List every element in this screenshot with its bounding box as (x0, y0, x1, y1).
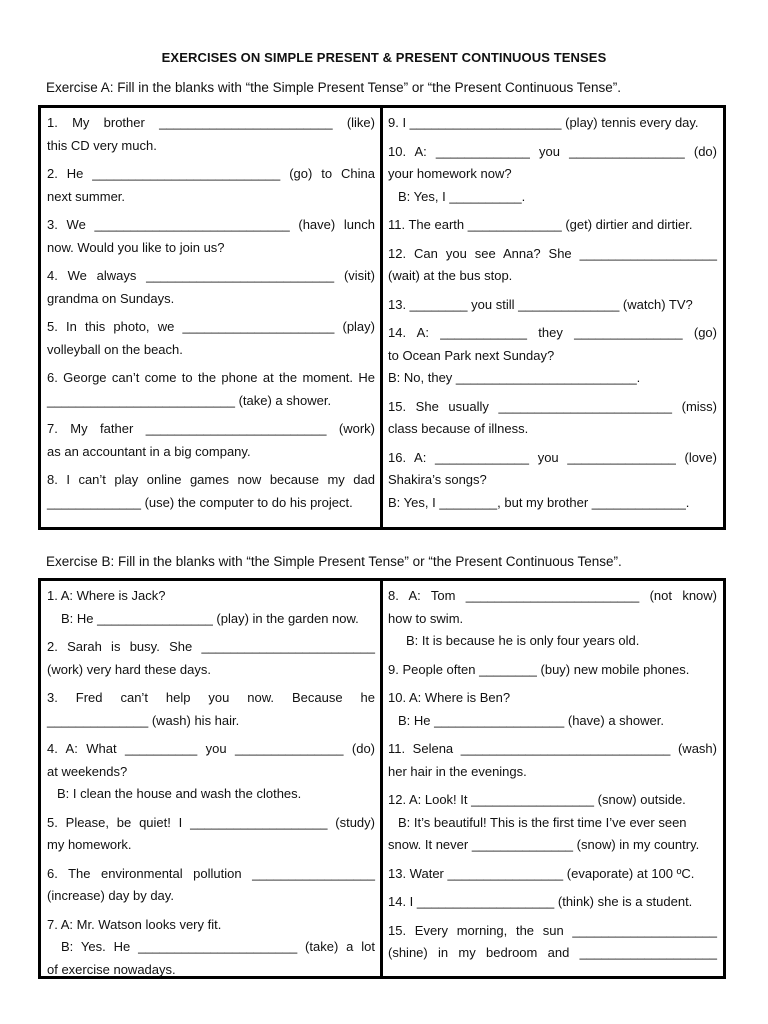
question-line: as an accountant in a big company. (47, 443, 251, 459)
question-line: B: He ________________ (play) in the garden now. (61, 610, 359, 626)
question-line: 4. We always __________________________ (visit) (47, 268, 375, 283)
question-a11 (388, 214, 717, 237)
question-line: B: No, they _________________________. (388, 370, 641, 385)
question-line: B: Yes, I ________, but my brother _____________. (388, 494, 690, 510)
question-line: B: He __________________ (have) a shower. (398, 712, 664, 728)
question-line: of exercise nowadays. (47, 961, 176, 977)
question-line: 8. I can’t play online games now because my dad (47, 472, 375, 487)
exercise-b-box (38, 578, 726, 979)
question-line: 4. A: What __________ you _______________ (do) (47, 741, 375, 756)
question-b3 (47, 687, 375, 732)
question-line: 13. Water ________________ (evaporate) at 100 ºC. (388, 865, 695, 881)
question-line: now. Would you like to join us? (47, 239, 225, 255)
question-b9 (388, 659, 717, 682)
question-b10 (388, 687, 717, 732)
question-line: (work) very hard these days. (47, 661, 212, 677)
question-line: 9. I _____________________ (play) tennis every day. (388, 115, 699, 130)
exercise-a-left-column (41, 108, 383, 527)
question-b4 (47, 738, 375, 806)
question-line: 1. A: Where is Jack? (47, 588, 166, 603)
question-a9 (388, 112, 717, 135)
question-line: (wait) at the bus stop. (388, 268, 513, 283)
question-line: 3. We ___________________________ (have) lunch (47, 217, 375, 232)
question-line: 5. Please, be quiet! I ___________________ (study) (47, 814, 375, 830)
page-title: EXERCISES ON SIMPLE PRESENT & PRESENT CONTINUOUS TENSES (161, 50, 607, 65)
exercise-a-box (38, 105, 726, 530)
question-line: B: It’s beautiful! This is the first time I’ve ever seen (398, 814, 687, 830)
question-a10 (388, 141, 717, 209)
exercise-b-right-column (383, 581, 723, 976)
question-line: 13. ________ you still ______________ (watch) TV? (388, 296, 693, 312)
question-line: volleyball on the beach. (47, 341, 183, 357)
exercise-a-right-column (383, 108, 723, 527)
exercise-b-instruction: Exercise B: Fill in the blanks with “the Simple Present Tense” or “the Present Continuous Tense”. (46, 554, 622, 569)
question-line: 6. The environmental pollution _________________ (47, 865, 375, 881)
question-line: how to swim. (388, 610, 464, 626)
question-line: 14. A: ____________ they _______________ (go) (388, 325, 717, 340)
question-line: your homework now? (388, 166, 512, 181)
question-a12 (388, 243, 717, 288)
question-line: snow. It never ______________ (snow) in my country. (388, 837, 700, 852)
question-a1 (47, 112, 375, 157)
question-b7 (47, 914, 375, 982)
question-line: grandma on Sundays. (47, 290, 175, 306)
question-line: 1. My brother ________________________ (like) (47, 115, 375, 130)
question-b14 (388, 891, 717, 914)
question-line: B: Yes. He ______________________ (take) a lot (61, 939, 375, 954)
question-line: 15. She usually ________________________ (miss) (388, 398, 717, 414)
question-a7 (47, 418, 375, 463)
question-b8 (388, 585, 717, 653)
question-line: this CD very much. (47, 137, 157, 153)
question-line: (shine) in my bedroom and ___________________ (388, 945, 717, 960)
question-line: 16. A: _____________ you _______________ (love) (388, 449, 717, 465)
question-line: 7. My father _________________________ (work) (47, 421, 375, 436)
question-line: class because of illness. (388, 421, 529, 436)
question-b15 (388, 920, 717, 965)
exercise-b-left-column (41, 581, 383, 976)
question-line: 5. In this photo, we _____________________ (play) (47, 319, 375, 334)
question-b13 (388, 863, 717, 886)
question-line: (increase) day by day. (47, 888, 174, 903)
question-line: her hair in the evenings. (388, 763, 527, 779)
question-line: 7. A: Mr. Watson looks very fit. (47, 916, 222, 932)
question-b6 (47, 863, 375, 908)
question-line: B: Yes, I __________. (398, 188, 526, 204)
question-a8 (47, 469, 375, 514)
question-line: 8. A: Tom ________________________ (not know) (388, 588, 717, 603)
question-a16 (388, 447, 717, 515)
question-line: 10. A: _____________ you ________________ (do) (388, 143, 717, 159)
question-a5 (47, 316, 375, 361)
question-line: my homework. (47, 837, 132, 852)
question-line: 9. People often ________ (buy) new mobile phones. (388, 661, 690, 677)
question-line: 15. Every morning, the sun ____________________ (388, 922, 717, 938)
question-b12 (388, 789, 717, 857)
question-line: at weekends? (47, 763, 128, 779)
question-line: next summer. (47, 188, 126, 204)
question-a6 (47, 367, 375, 412)
question-line: B: It is because he is only four years old. (406, 633, 640, 648)
question-line: 12. A: Look! It _________________ (snow) outside. (388, 792, 686, 807)
question-a4 (47, 265, 375, 310)
question-line: ______________ (wash) his hair. (47, 712, 240, 728)
question-line: __________________________ (take) a shower. (47, 392, 332, 408)
question-b11 (388, 738, 717, 783)
question-a14 (388, 322, 717, 390)
question-line: B: I clean the house and wash the clothes. (57, 786, 302, 801)
question-line: _____________ (use) the computer to do his project. (47, 494, 353, 510)
question-line: 11. Selena _____________________________ (wash) (388, 741, 717, 756)
question-line: 2. He __________________________ (go) to China (47, 166, 375, 181)
question-line: 3. Fred can’t help you now. Because he (47, 690, 375, 705)
question-a15 (388, 396, 717, 441)
question-b2 (47, 636, 375, 681)
question-line: to Ocean Park next Sunday? (388, 347, 555, 363)
question-line: 6. George can’t come to the phone at the moment. He (47, 370, 375, 385)
question-line: 10. A: Where is Ben? (388, 690, 511, 705)
question-line: 14. I ___________________ (think) she is a student. (388, 894, 693, 909)
question-a13 (388, 294, 717, 317)
question-b1 (47, 585, 375, 630)
question-b5 (47, 812, 375, 857)
question-a3 (47, 214, 375, 259)
question-line: 11. The earth _____________ (get) dirtier and dirtier. (388, 217, 693, 232)
question-line: Shakira’s songs? (388, 472, 487, 487)
question-a2 (47, 163, 375, 208)
question-line: 2. Sarah is busy. She ________________________ (47, 639, 375, 654)
exercise-a-instruction: Exercise A: Fill in the blanks with “the Simple Present Tense” or “the Present Continuous Tense”. (46, 80, 622, 95)
question-line: 12. Can you see Anna? She ___________________ (388, 245, 717, 261)
